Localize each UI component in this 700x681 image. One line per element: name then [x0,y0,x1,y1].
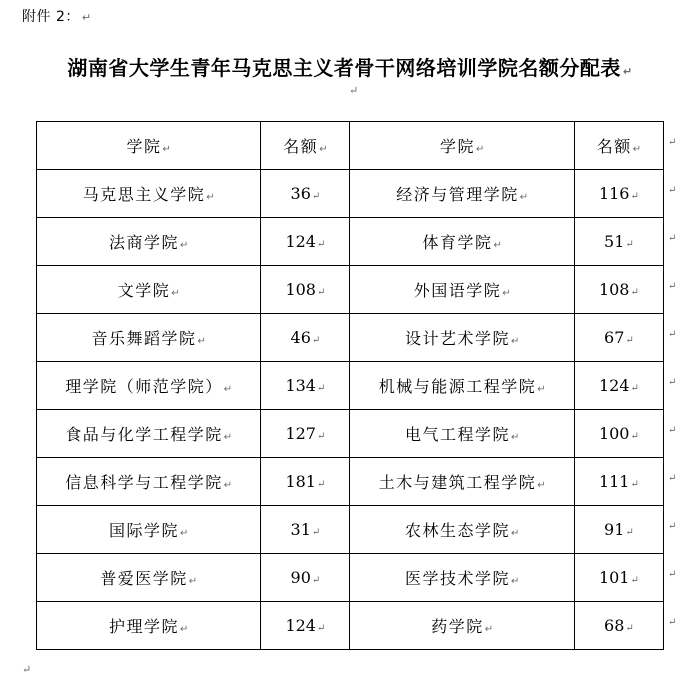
paragraph-mark: ↵ [668,233,677,244]
paragraph-mark: ↵ [349,84,359,97]
college-name-cell [350,170,574,218]
paragraph-mark: ↵ [316,479,326,490]
quota-value: 101 [598,568,630,587]
paragraph-mark: ↵ [311,575,321,586]
college-name: 电气工程学院 [404,425,510,444]
paragraph-mark: ↵ [625,623,634,634]
paragraph-mark: ↵ [484,624,494,635]
paragraph-mark: ↵ [510,336,520,347]
college-name-cell [37,458,261,506]
paragraph-mark: ↵ [223,384,233,395]
college-name-cell [37,314,261,362]
paragraph-mark: ↵ [630,383,639,394]
table-row [37,458,664,506]
college-name: 信息科学与工程学院 [65,473,223,492]
quota-cell [574,362,663,410]
table-row [37,218,664,266]
college-name: 理学院（师范学院） [65,377,223,396]
quota-cell [574,314,663,362]
page-title [0,52,700,81]
paragraph-mark: ↵ [316,239,326,250]
quota-cell [574,170,663,218]
paragraph-mark: ↵ [625,335,634,346]
paragraph-mark: ↵ [668,569,677,580]
paragraph-mark: ↵ [668,425,677,436]
quota-value: 124 [285,616,316,635]
table-row [37,602,664,650]
college-name: 外国语学院 [413,281,502,300]
quota-value: 124 [598,376,630,395]
paragraph-mark: ↵ [179,624,189,635]
paragraph-mark: ↵ [81,11,92,24]
quota-value: 31 [290,520,311,539]
paragraph-mark: ↵ [179,528,189,539]
paragraph-mark: ↵ [311,527,321,538]
column-header-label: 名额 [596,137,632,156]
college-name-cell [350,554,574,602]
quota-cell [574,266,663,314]
column-header-quota-right [574,122,663,170]
college-name-cell [350,506,574,554]
quota-cell [261,410,350,458]
paragraph-mark: ↵ [197,336,206,347]
quota-value: 36 [290,184,311,203]
quota-value: 108 [598,280,630,299]
paragraph-mark: ↵ [668,521,677,532]
paragraph-mark: ↵ [625,239,634,250]
college-name-cell [350,458,574,506]
college-name: 护理学院 [108,617,179,636]
college-name-cell [350,314,574,362]
paragraph-mark: ↵ [223,480,233,491]
quota-cell [574,218,663,266]
table-header-row [37,122,664,170]
paragraph-mark: ↵ [622,65,633,78]
quota-cell [574,554,663,602]
paragraph-mark: ↵ [316,287,326,298]
paragraph-mark: ↵ [630,479,639,490]
paragraph-mark: ↵ [493,240,502,251]
paragraph-mark: ↵ [630,191,639,202]
paragraph-mark: ↵ [630,431,639,442]
paragraph-mark: ↵ [630,287,639,298]
paragraph-mark: ↵ [668,137,677,148]
quota-cell [261,506,350,554]
column-header-label: 学院 [439,137,475,156]
college-name-cell [37,170,261,218]
college-name: 农林生态学院 [404,521,510,540]
college-name-cell [350,362,574,410]
column-header-quota-left [261,122,350,170]
college-name: 国际学院 [108,521,179,540]
college-name-cell [350,602,574,650]
college-name-cell [350,266,574,314]
paragraph-mark: ↵ [179,240,189,251]
quota-value: 100 [598,424,630,443]
quota-cell [261,170,350,218]
college-name: 经济与管理学院 [396,185,519,204]
college-name-cell [350,410,574,458]
paragraph-mark: ↵ [316,431,326,442]
college-name: 设计艺术学院 [404,329,510,348]
paragraph-mark: ↵ [668,329,677,340]
college-name: 文学院 [117,281,171,300]
table-row [37,266,664,314]
paragraph-mark: ↵ [206,192,215,203]
paragraph-mark: ↵ [502,288,511,299]
paragraph-mark: ↵ [668,473,677,484]
paragraph-mark: ↵ [316,623,326,634]
paragraph-mark: ↵ [630,575,639,586]
paragraph-mark: ↵ [510,528,520,539]
quota-value: 108 [285,280,316,299]
column-header-label: 学院 [126,137,162,156]
quota-value: 91 [604,520,625,539]
college-name-cell [37,218,261,266]
paragraph-mark: ↵ [223,432,233,443]
attachment-label-text: 附件 2： [22,9,80,25]
quota-cell [574,602,663,650]
quota-cell [261,602,350,650]
quota-cell [574,506,663,554]
paragraph-mark: ↵ [537,384,546,395]
quota-value: 90 [290,568,311,587]
paragraph-mark: ↵ [537,480,546,491]
paragraph-mark: ↵ [510,432,520,443]
paragraph-mark: ↵ [188,576,198,587]
college-name: 法商学院 [108,233,179,252]
quota-value: 134 [285,376,316,395]
paragraph-mark: ↵ [632,144,642,155]
paragraph-mark: ↵ [319,144,328,155]
college-name-cell [37,554,261,602]
college-name: 土木与建筑工程学院 [378,473,537,492]
quota-value: 181 [285,472,316,491]
quota-cell [261,314,350,362]
paragraph-mark: ↵ [162,144,171,155]
college-name: 医学技术学院 [404,569,510,588]
quota-value: 46 [290,328,311,347]
college-name-cell [350,218,574,266]
quota-cell [261,458,350,506]
college-name: 普爱医学院 [100,569,188,588]
college-name: 马克思主义学院 [82,185,206,204]
column-header-college-left [37,122,261,170]
paragraph-mark: ↵ [668,281,677,292]
quota-table-body [37,122,664,650]
paragraph-mark: ↵ [311,335,321,346]
paragraph-mark: ↵ [475,144,485,155]
table-row [37,410,664,458]
quota-value: 67 [604,328,625,347]
college-name-cell [37,266,261,314]
paragraph-mark: ↵ [311,191,321,202]
table-row [37,170,664,218]
quota-cell [574,458,663,506]
table-row [37,314,664,362]
college-name-cell [37,362,261,410]
paragraph-mark: ↵ [22,663,32,676]
college-name: 机械与能源工程学院 [378,377,537,396]
paragraph-mark: ↵ [668,185,677,196]
paragraph-mark: ↵ [316,383,326,394]
college-name: 体育学院 [422,233,493,252]
paragraph-mark: ↵ [171,288,180,299]
table-row [37,362,664,410]
column-header-label: 名额 [283,137,319,156]
paragraph-mark: ↵ [625,527,634,538]
paragraph-mark: ↵ [668,377,677,388]
quota-cell [261,218,350,266]
paragraph-mark: ↵ [519,192,529,203]
college-name-cell [37,602,261,650]
college-name: 音乐舞蹈学院 [91,329,197,348]
quota-value: 116 [598,184,630,203]
column-header-college-right [350,122,574,170]
quota-table [36,121,664,650]
quota-value: 68 [604,616,625,635]
college-name-cell [37,410,261,458]
quota-cell [574,410,663,458]
page-title-text: 湖南省大学生青年马克思主义者骨干网络培训学院名额分配表 [67,56,621,80]
quota-value: 111 [598,472,630,491]
quota-cell [261,266,350,314]
table-row [37,506,664,554]
quota-value: 127 [285,424,316,443]
quota-cell [261,362,350,410]
college-name-cell [37,506,261,554]
paragraph-mark: ↵ [510,576,520,587]
quota-cell [261,554,350,602]
paragraph-mark: ↵ [668,617,677,628]
quota-value: 51 [604,232,625,251]
college-name: 食品与化学工程学院 [65,425,223,444]
attachment-label [22,6,92,26]
college-name: 药学院 [431,617,484,636]
table-row [37,554,664,602]
quota-value: 124 [285,232,316,251]
